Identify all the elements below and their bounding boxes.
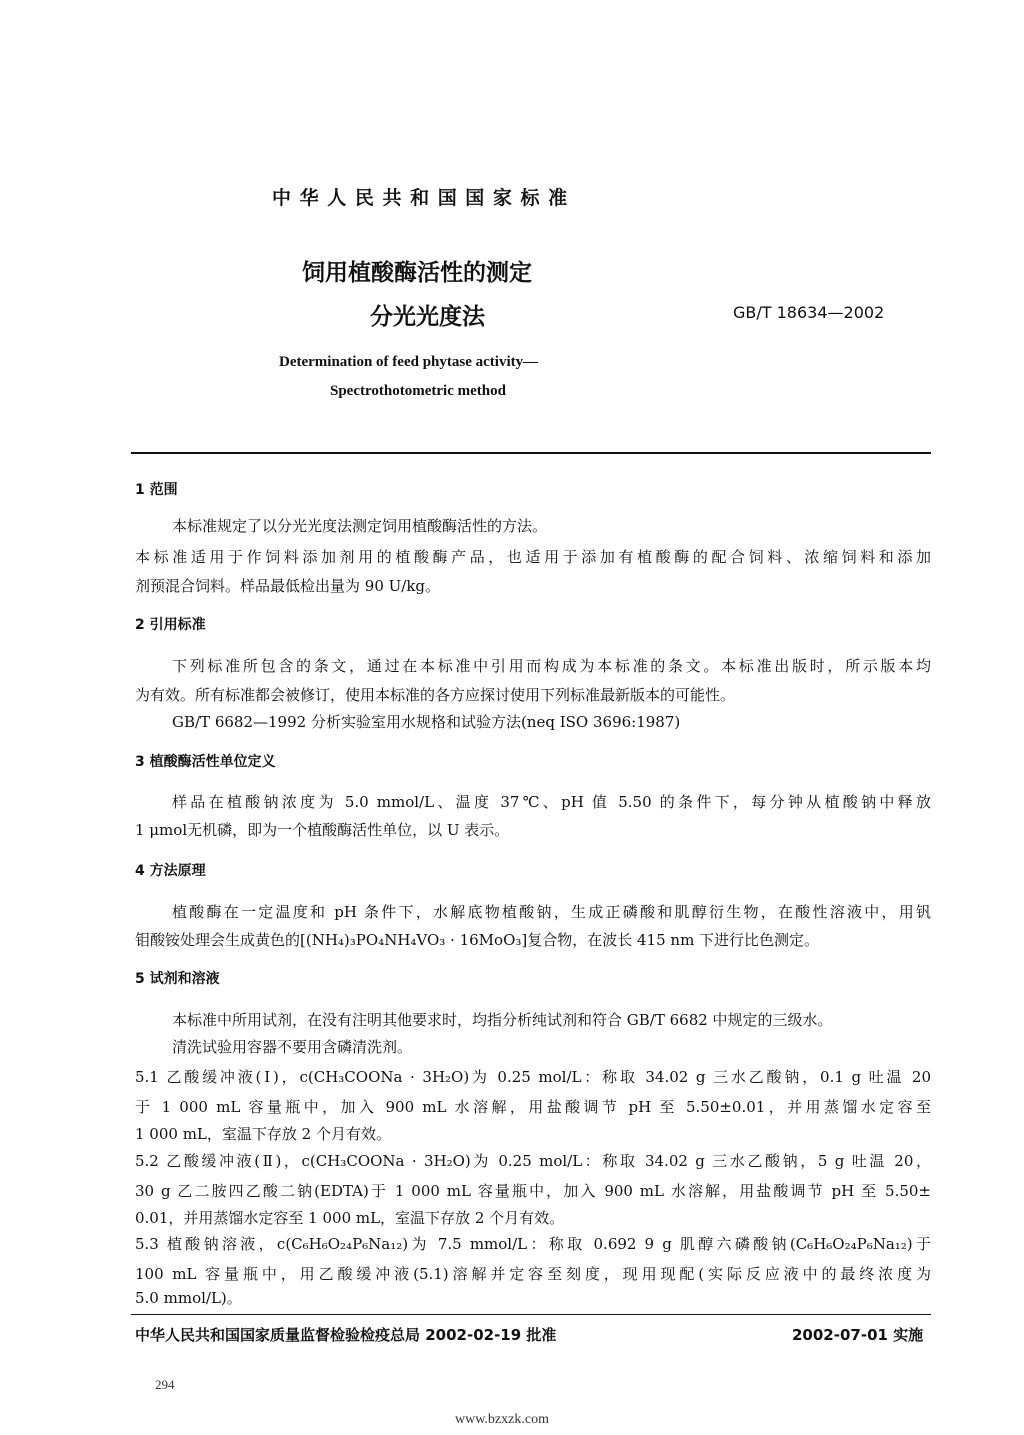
section-5-2-line-2: 30 g 乙二胺四乙酸二钠(EDTA)于 1 000 mL 容量瓶中，加入 900 mL 水溶解，用盐酸调节 pH 至 5.50±: [135, 1182, 931, 1200]
standard-code: GB/T 18634—2002: [733, 303, 885, 322]
section-2-paragraph-line-2: 为有效。所有标准都会被修订，使用本标准的各方应探讨使用下列标准最新版本的可能性。: [135, 686, 736, 704]
section-5-1-line-3: 1 000 mL，室温下存放 2 个月有效。: [135, 1125, 391, 1143]
section-2-heading: 2 引用标准: [135, 617, 206, 633]
national-standard-heading: 中 华 人 民 共 和 国 国 家 标 准: [272, 187, 569, 209]
title-en-line2: Spectrothotometric method: [330, 383, 506, 399]
footer-divider: [131, 1314, 931, 1315]
section-1-heading: 1 范围: [135, 482, 178, 498]
section-5-heading: 5 试剂和溶液: [135, 971, 220, 987]
section-4-paragraph-line-2: 钼酸铵处理会生成黄色的[(NH₄)₃PO₄NH₄VO₃ · 16MoO₃]复合物，在波长 415 nm 下进行比色测定。: [135, 931, 820, 949]
website-watermark: www.bzxzk.com: [455, 1412, 549, 1427]
approval-line: 中华人民共和国国家质量监督检验检疫总局 2002-02-19 批准: [135, 1326, 557, 1344]
section-5-paragraph-line-2: 清洗试验用容器不要用含磷清洗剂。: [172, 1038, 413, 1056]
section-4-paragraph-line-1: 植酸酶在一定温度和 pH 条件下，水解底物植酸钠，生成正磷酸和肌醇衍生物，在酸性溶液中，用钒: [172, 903, 931, 921]
section-3-paragraph-line-1: 样品在植酸钠浓度为 5.0 mmol/L、温度 37℃、pH 值 5.50 的条件下，每分钟从植酸钠中释放: [172, 793, 931, 811]
page-number: 294: [155, 1377, 175, 1392]
section-5-1-line-1: 5.1 乙酸缓冲液(Ⅰ)，c(CH₃COONa · 3H₂O)为 0.25 mol/L：称取 34.02 g 三水乙酸钠，0.1 g 吐温 20: [135, 1068, 931, 1086]
section-1-paragraph-2-line-1: 本标准适用于作饲料添加剂用的植酸酶产品，也适用于添加有植酸酶的配合饲料、浓缩饲料和添加: [135, 548, 931, 566]
section-2-reference: GB/T 6682—1992 分析实验室用水规格和试验方法(neq ISO 3696:1987): [172, 713, 681, 731]
section-5-3-line-2: 100 mL 容量瓶中，用乙酸缓冲液(5.1)溶解并定容至刻度，现用现配(实际反应液中的最终浓度为: [135, 1265, 931, 1283]
section-1-paragraph-2-line-2: 剂预混合饲料。样品最低检出量为 90 U/kg。: [135, 577, 441, 595]
section-5-paragraph-line-1: 本标准中所用试剂，在没有注明其他要求时，均指分析纯试剂和符合 GB/T 6682 中规定的三级水。: [172, 1011, 833, 1029]
section-4-heading: 4 方法原理: [135, 863, 206, 879]
title-en-line1: Determination of feed phytase activity—: [279, 354, 539, 370]
section-1-paragraph-1: 本标准规定了以分光光度法测定饲用植酸酶活性的方法。: [172, 517, 548, 535]
section-5-1-line-2: 于 1 000 mL 容量瓶中，加入 900 mL 水溶解，用盐酸调节 pH 至 5.50±0.01，并用蒸馏水定容至: [135, 1098, 931, 1116]
title-cn-line1: 饲用植酸酶活性的测定: [302, 260, 532, 286]
title-cn-line2: 分光光度法: [370, 304, 485, 330]
section-5-2-line-1: 5.2 乙酸缓冲液(Ⅱ)，c(CH₃COONa · 3H₂O)为 0.25 mol/L：称取 34.02 g 三水乙酸钠，5 g 吐温 20，: [135, 1152, 931, 1170]
section-5-3-line-1: 5.3 植酸钠溶液，c(C₆H₆O₂₄P₆Na₁₂)为 7.5 mmol/L：称取 0.692 9 g 肌醇六磷酸钠(C₆H₆O₂₄P₆Na₁₂)于: [135, 1235, 931, 1253]
section-3-paragraph-line-2: 1 μmol无机磷，即为一个植酸酶活性单位，以 U 表示。: [135, 821, 510, 839]
section-2-paragraph-line-1: 下列标准所包含的条文，通过在本标准中引用而构成为本标准的条文。本标准出版时，所示版本均: [172, 657, 931, 675]
effective-date: 2002-07-01 实施: [792, 1326, 924, 1344]
section-3-heading: 3 植酸酶活性单位定义: [135, 754, 276, 770]
section-5-3-line-3: 5.0 mmol/L)。: [135, 1289, 242, 1307]
section-5-2-line-3: 0.01，并用蒸馏水定容至 1 000 mL，室温下存放 2 个月有效。: [135, 1209, 565, 1227]
header-divider: [131, 452, 931, 454]
